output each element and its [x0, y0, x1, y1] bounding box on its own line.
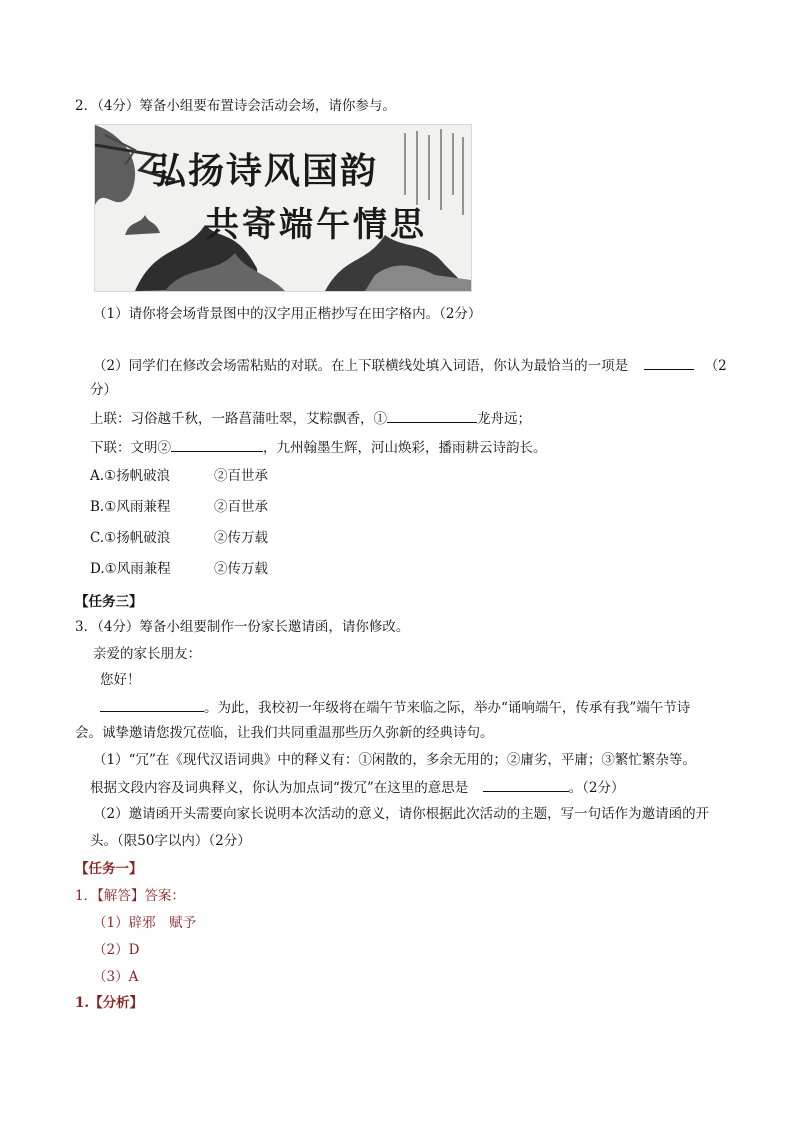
- q3-sub2-line2: 头。（限50字以内）（2分）: [90, 833, 251, 849]
- answer-blank[interactable]: [644, 355, 694, 370]
- banner-line-2: 共寄端午情思: [205, 205, 427, 245]
- answer-1: （1）辟邪 赋予: [93, 915, 197, 931]
- q3-header: 3．（4分）筹备小组要制作一份家长邀请函，请你修改。: [75, 619, 410, 635]
- q2-sub2-line2: 分）: [90, 382, 117, 398]
- answer-2: （2）D: [93, 942, 140, 958]
- q3-greeting: 亲爱的家长朋友：: [93, 646, 201, 662]
- option-c[interactable]: C.①扬帆破浪 ②传万载: [90, 530, 268, 546]
- upper-blank[interactable]: [387, 408, 477, 423]
- option-b[interactable]: B.①风雨兼程 ②百世承: [90, 499, 268, 515]
- q3-body-line2: 会。诚挚邀请您拨冗莅临，让我们共同重温那些历久弥新的经典诗句。: [75, 725, 494, 741]
- q2-sub2-score: （2: [704, 358, 727, 374]
- q2-sub1: （1）请你将会场背景图中的汉字用正楷抄写在田字格内。（2分）: [93, 306, 482, 322]
- task3-heading: 【任务三】: [75, 594, 143, 610]
- option-a[interactable]: A.①扬帆破浪 ②百世承: [90, 468, 268, 484]
- task1-heading: 【任务一】: [75, 861, 143, 877]
- q3-hello: 您好！: [100, 672, 141, 688]
- couplet-lower: 下联：文明② ，九州翰墨生辉，河山焕彩，播雨耕云诗韵长。: [90, 437, 547, 458]
- option-d[interactable]: D.①风雨兼程 ②传万载: [90, 561, 268, 577]
- banner-line-1: 弘扬诗风国韵: [150, 150, 379, 192]
- q2-sub2-text: （2）同学们在修改会场需粘贴的对联。在上下联横线处填入词语，你认为最恰当的一项是: [93, 358, 629, 374]
- meaning-blank[interactable]: [483, 777, 569, 792]
- q3-sub2-line1: （2）邀请函开头需要向家长说明本次活动的意义，请你根据此次活动的主题，写一句话作为邀请函的开: [93, 806, 710, 822]
- q3-sub1-line1: （1）“冗”在《现代汉语词典》中的释义有：①闲散的，多余无用的；②庸劣，平庸；③繁忙繁杂等。: [93, 752, 696, 768]
- poster-background-image: [94, 124, 472, 292]
- analysis-heading: 1.【分析】: [75, 995, 144, 1011]
- q2-sub2-line1: [93, 355, 727, 376]
- opening-blank[interactable]: [100, 697, 204, 712]
- answer-3: （3）A: [93, 969, 139, 985]
- q2-header: 2．（4分）筹备小组要布置诗会活动会场，请你参与。: [75, 98, 396, 114]
- q3-sub1-line2: 根据文段内容及词典释义，你认为加点词“拨冗”在这里的意思是 。（2分）: [90, 777, 624, 798]
- answer-heading: 1．【解答】答案：: [75, 888, 185, 904]
- lower-blank[interactable]: [171, 437, 263, 452]
- q3-body-line1: 。为此，我校初一年级将在端午节来临之际，举办“诵响端午，传承有我”端午节诗: [100, 697, 690, 718]
- couplet-upper: 上联：习俗越千秋，一路菖蒲吐翠，艾粽飘香，① 龙舟远；: [90, 408, 531, 429]
